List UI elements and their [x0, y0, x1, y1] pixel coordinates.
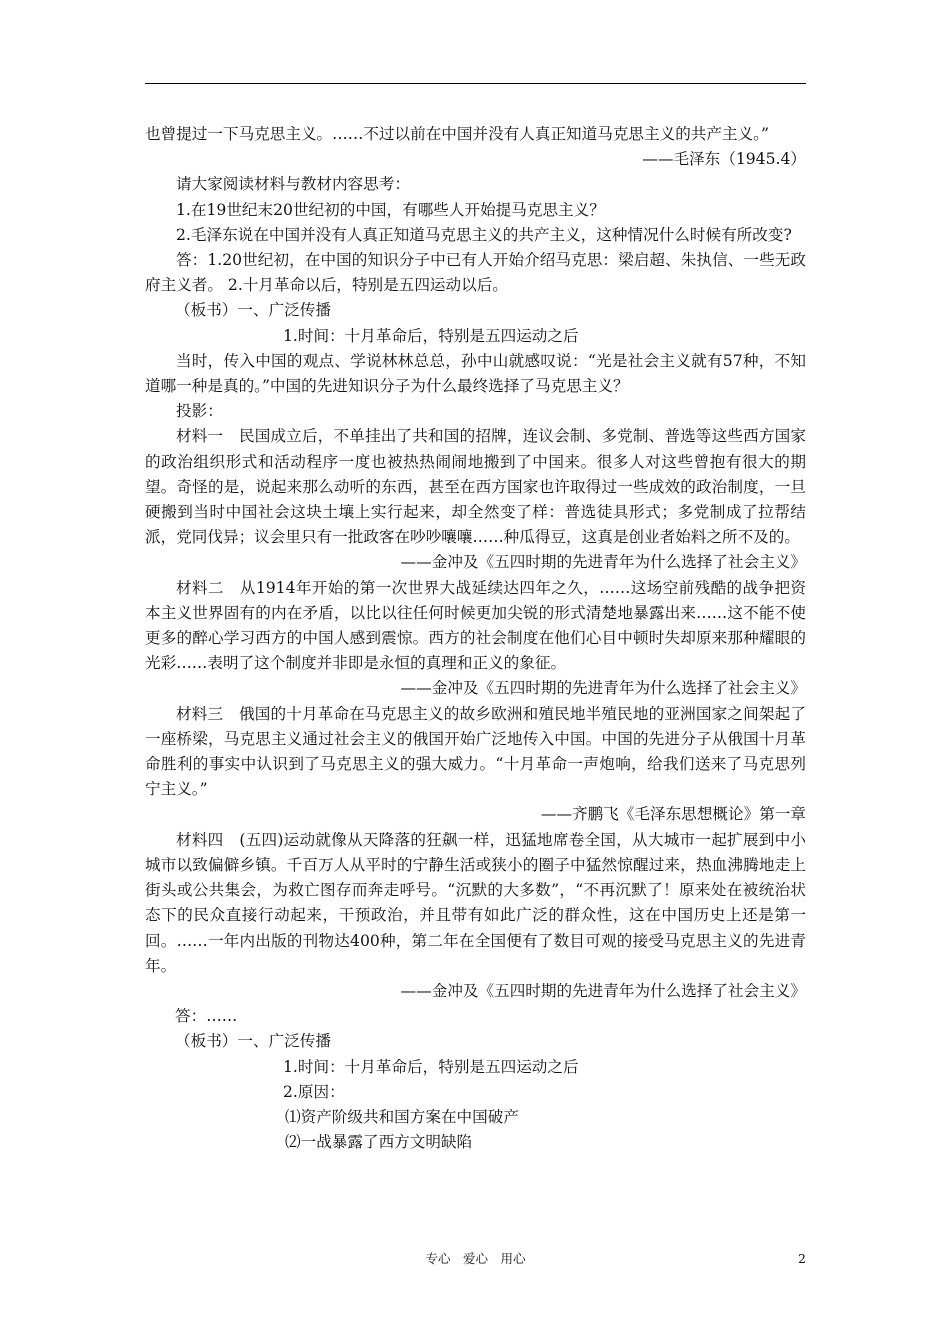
paragraph: ⑵一战暴露了西方文明缺陷	[285, 1133, 473, 1152]
paragraph: 1.在19世纪末20世纪初的中国，有哪些人开始提马克思主义？	[176, 200, 605, 219]
paragraph: 2.毛泽东说在中国并没有人真正知道马克思主义的共产主义，这种情况什么时候有所改变?	[176, 225, 792, 244]
paragraph: 材料一 民国成立后，不单挂出了共和国的招牌，连议会制、多党制、普选等这些西方国家的政治组织形式和活动程序一度也被热热闹闹地搬到了中国来。很多人对这些曾抱有很大的期望。奇怪的是，说起来那么动听的东西，甚至在西方国家也许取得过一些成效的政治制度，一旦硬搬到当时中国社会这块土壤上实行起来，却全然变了样：普选徒具形式；多党制成了拉帮结派，党同伐异；议会里只有一批政客在吵吵嚷嚷……种瓜得豆，这真是创业者始料之所不及的。	[145, 427, 806, 547]
paragraph: 1.时间：十月革命后，特别是五四运动之后	[283, 326, 579, 345]
paragraph: ——齐鹏飞《毛泽东思想概论》第一章	[540, 805, 806, 824]
footer-motto: 专心 爱心 用心	[425, 1251, 526, 1266]
paragraph: 材料四 (五四)运动就像从天降落的狂飙一样，迅猛地席卷全国，从大城市一起扩展到中小城市以致偏僻乡镇。千百万人从平时的宁静生活或狭小的圈子中猛然惊醒过来，热血沸腾地走上街头或公共集会，为救亡图存而奔走呼号。“沉默的大多数”，“不再沉默了！原来处在被统治状态下的民众直接行动起来，干预政治，并且带有如此广泛的群众性，这在中国历史上还是第一回。……一年内出版的刊物达400种，第二年在全国便有了数目可观的接受马克思主义的先进青年。	[145, 830, 806, 975]
paragraph: 2.原因：	[283, 1082, 345, 1101]
paragraph: 答：……	[175, 1007, 238, 1026]
paragraph: 材料三 俄国的十月革命在马克思主义的故乡欧洲和殖民地半殖民地的亚洲国家之间架起了一座桥梁，马克思主义通过社会主义的俄国开始广泛地传入中国。中国的先进分子从俄国十月革命胜利的事实中认识到了马克思主义的强大威力。“十月革命一声炮响，给我们送来了马克思列宁主义。”	[145, 704, 806, 799]
paragraph: 1.时间：十月革命后，特别是五四运动之后	[283, 1057, 579, 1076]
header-rule	[145, 83, 806, 84]
document-body	[145, 122, 806, 1155]
paragraph: 投影：	[176, 402, 223, 421]
paragraph: 材料二 从1914年开始的第一次世界大战延续达四年之久，……这场空前残酷的战争把资本主义世界固有的内在矛盾，以比以往任何时候更加尖锐的形式清楚地暴露出来……这不能不使更多的醉心学习西方的中国人感到震惊。西方的社会制度在他们心目中顿时失却原来那种耀眼的光彩……表明了这个制度并非即是永恒的真理和正义的象征。	[145, 578, 806, 673]
paragraph: 也曾提过一下马克思主义。……不过以前在中国并没有人真正知道马克思主义的共产主义。”	[145, 125, 769, 143]
paragraph: ——金冲及《五四时期的先进青年为什么选择了社会主义》	[400, 981, 806, 1000]
paragraph: （板书）一、广泛传播	[175, 301, 331, 320]
paragraph: ——金冲及《五四时期的先进青年为什么选择了社会主义》	[400, 553, 806, 572]
paragraph: 当时，传入中国的观点、学说林林总总，孙中山就感叹说：“光是社会主义就有57种，不知道哪一种是真的。”中国的先进知识分子为什么最终选择了马克思主义？	[145, 351, 806, 396]
paragraph: （板书）一、广泛传播	[175, 1032, 331, 1051]
paragraph: 答：1.20世纪初，在中国的知识分子中已有人开始介绍马克思：梁启超、朱执信、一些无政府主义者。 2.十月革命以后，特别是五四运动以后。	[145, 251, 806, 295]
paragraph: ——毛泽东（1945.4）	[642, 150, 806, 169]
paragraph: ⑴资产阶级共和国方案在中国破产	[285, 1107, 519, 1126]
paragraph: ——金冲及《五四时期的先进青年为什么选择了社会主义》	[400, 679, 806, 698]
paragraph: 请大家阅读材料与教材内容思考：	[176, 175, 410, 194]
page-number: 2	[798, 1251, 806, 1266]
page-footer	[145, 1250, 806, 1268]
